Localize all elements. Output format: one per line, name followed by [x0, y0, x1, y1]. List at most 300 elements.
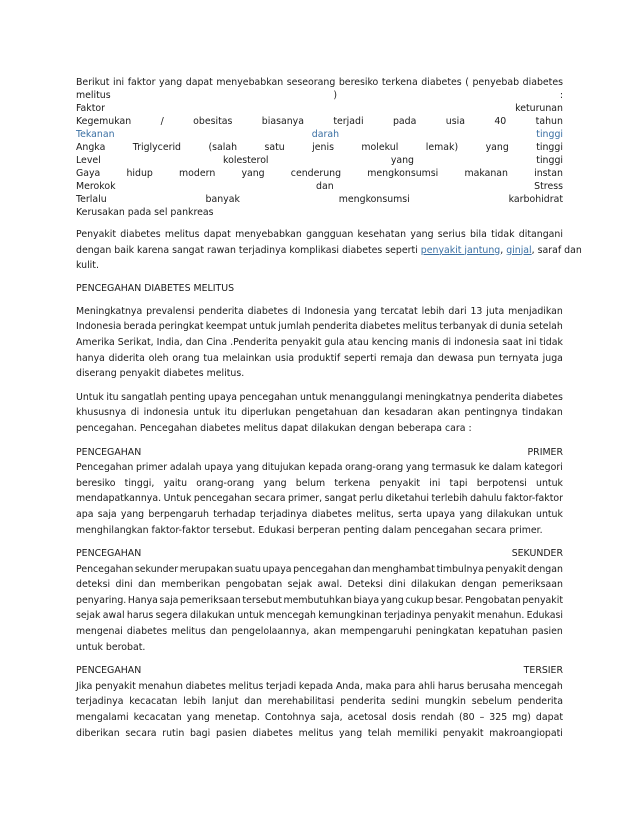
word: termasuk	[431, 462, 477, 474]
word: pada	[392, 116, 417, 127]
subsection-heading-tersier	[76, 663, 563, 679]
word: dan	[316, 181, 334, 192]
word: penting	[169, 391, 206, 403]
text-line	[76, 304, 563, 320]
text-line	[76, 335, 563, 351]
factors-intro-line-2	[76, 89, 563, 102]
word: menjadikan	[508, 305, 563, 317]
section-heading: PENCEGAHAN DIABETES MELITUS	[76, 282, 235, 294]
word: mg)	[512, 712, 531, 724]
word: upaya	[426, 508, 456, 520]
word: tinggi	[536, 142, 563, 153]
factors-intro-line	[76, 76, 563, 89]
word: yang	[186, 712, 210, 724]
word: Triglycerid	[132, 142, 182, 153]
word: di	[442, 336, 452, 348]
word: jenis	[312, 142, 334, 153]
word: penderita	[474, 391, 521, 403]
word: terjadinya	[259, 508, 308, 520]
word: saja	[97, 508, 117, 520]
word: penyakit	[95, 680, 136, 692]
word: yang	[485, 142, 509, 153]
word: sangatlah	[121, 391, 168, 403]
word: Untuk	[76, 391, 104, 403]
word: dewasa	[438, 352, 474, 364]
paragraph-line: diserang penyakit diabetes melitus.	[76, 368, 245, 380]
word: kepatuhan	[478, 626, 528, 638]
word: karbohidrat	[508, 194, 563, 205]
word: penyaring.	[76, 594, 127, 606]
word: ke	[478, 462, 490, 474]
word: yang	[390, 155, 414, 166]
link-ginjal[interactable]: ginjal	[506, 244, 532, 256]
word: PENCEGAHAN	[76, 665, 142, 677]
word: 13	[470, 305, 483, 317]
word: terjadi	[265, 680, 297, 692]
word: rendah	[420, 712, 454, 724]
word: timbulnya	[436, 563, 484, 575]
word: menanggulangi	[329, 391, 403, 403]
word: lebih	[421, 305, 445, 317]
word: memberikan	[161, 579, 221, 591]
word: tidak	[539, 336, 563, 348]
word: kolesterol	[223, 155, 269, 166]
word: lemak)	[425, 142, 459, 153]
word: Deteksi	[347, 579, 384, 591]
word: mengalami	[76, 712, 129, 724]
word: penyakit	[280, 336, 322, 348]
word: ditangani	[518, 229, 563, 240]
paragraph-line: pencegahan. Pencegahan diabetes melitus dapat dilakukan dengan beberapa cara :	[76, 422, 472, 434]
word: manis	[411, 336, 440, 348]
word: India,	[156, 336, 183, 348]
word: makanan	[464, 168, 508, 179]
text-line	[76, 710, 563, 726]
word: sangat	[324, 493, 357, 505]
word: rutin	[162, 727, 185, 739]
word: pencegahan	[293, 563, 352, 575]
word: usia	[275, 352, 295, 364]
word: dan	[244, 696, 262, 708]
word: untuk	[299, 391, 327, 403]
word: penyebab	[472, 77, 520, 88]
word: dini	[388, 579, 406, 591]
word: penderita	[312, 321, 358, 333]
word: (salah	[208, 142, 238, 153]
word: diketahui	[385, 493, 429, 505]
word: diabetes	[126, 626, 168, 638]
word: oleh	[148, 352, 169, 364]
word: maka	[365, 680, 392, 692]
word: kecacatan	[133, 712, 182, 724]
text: ,	[500, 244, 507, 256]
text-line	[76, 167, 563, 180]
word: biaya	[353, 594, 380, 606]
paragraph-prevalence	[76, 304, 563, 382]
word: instan	[534, 168, 563, 179]
word: dan	[362, 407, 380, 419]
factor-lines	[76, 102, 563, 206]
word: jumlah	[278, 321, 311, 333]
word: diperlukan	[241, 407, 291, 419]
word: banyak	[205, 194, 240, 205]
word: yang	[241, 168, 265, 179]
word: dilakukan	[189, 610, 235, 622]
word: berada	[123, 321, 157, 333]
word: dan	[138, 579, 156, 591]
word: atau	[347, 336, 369, 348]
word: Gaya	[76, 168, 101, 179]
factors-list	[76, 76, 563, 219]
word: 40	[494, 116, 507, 127]
word: juta	[486, 305, 505, 317]
word: tidak	[491, 229, 515, 240]
word: primer	[135, 462, 168, 474]
word: :	[559, 90, 563, 101]
paragraph-line	[76, 227, 563, 243]
word: Faktor	[76, 103, 105, 114]
text: dengan baik karena sangat rawan terjadinya komplikasi diabetes seperti	[76, 244, 421, 256]
word: adalah	[169, 462, 202, 474]
word: meningkatnya	[405, 391, 473, 403]
word: mengenai	[76, 626, 123, 638]
text-line	[76, 154, 563, 167]
word: suatu	[234, 563, 261, 575]
word: (80	[458, 712, 475, 724]
word: kesadaran	[384, 407, 433, 419]
word: diabetes	[120, 229, 161, 240]
word: telah	[367, 727, 392, 739]
word: Stress	[534, 181, 563, 192]
link-penyakit-jantung[interactable]: penyakit jantung	[420, 244, 501, 256]
word: Amerika	[76, 336, 115, 348]
word: kepada	[298, 680, 334, 692]
word: gangguan	[306, 229, 354, 240]
word: sedini	[391, 696, 420, 708]
word: diabetes	[252, 727, 293, 739]
word: merupakan	[179, 563, 234, 575]
word: yang	[263, 477, 287, 489]
word: primer,	[287, 493, 323, 505]
word: yang	[159, 77, 183, 88]
word: pentingnya	[464, 407, 518, 419]
word: berusaha	[466, 680, 511, 692]
text-line	[76, 319, 563, 335]
word: diabetes	[247, 305, 288, 317]
word: melitus,	[356, 508, 394, 520]
word: di	[130, 407, 140, 419]
word: saja,	[320, 712, 343, 724]
word: Merokok	[76, 181, 116, 192]
word: tinggi	[536, 129, 563, 140]
word: Kegemukan	[76, 116, 132, 127]
word: diabetes	[522, 391, 563, 403]
word: di	[489, 321, 498, 333]
paragraph-line: menghilangkan faktor-faktor tersebut. Edukasi berperan penting dalam pencegahan secara primer.	[76, 524, 543, 536]
word: diabetes	[185, 680, 226, 692]
word: dan	[185, 336, 204, 348]
word: orang-orang	[345, 462, 404, 474]
word: sejak	[287, 579, 313, 591]
word: melitus	[228, 680, 264, 692]
word: dapat	[203, 229, 231, 240]
word: pasien	[215, 727, 247, 739]
word: melitus	[171, 626, 206, 638]
word: modern	[179, 168, 216, 179]
word: dan	[416, 352, 435, 364]
word: tahun	[535, 116, 563, 127]
word: terbanyak	[439, 321, 488, 333]
word: perlu	[359, 493, 384, 505]
word: upaya	[208, 391, 238, 403]
text-line	[76, 390, 563, 406]
text-line	[76, 593, 563, 609]
word: dini	[115, 579, 133, 591]
word: ternyata	[499, 352, 539, 364]
word: mendapatkannya.	[76, 493, 162, 505]
word: acetosal	[347, 712, 387, 724]
word: lanjut	[211, 696, 239, 708]
paragraph-line: untuk berobat.	[76, 641, 146, 653]
word: penyakit	[433, 610, 475, 622]
word: beresiko	[76, 477, 116, 489]
word: kecacatan	[129, 696, 178, 708]
word: menahun.	[476, 610, 525, 622]
word: 325	[489, 712, 508, 724]
text-line	[76, 694, 563, 710]
word: diberikan	[76, 727, 120, 739]
word: kepada	[308, 462, 343, 474]
word: yang	[235, 462, 260, 474]
word: makroangiopati	[489, 727, 563, 739]
word: yang	[459, 508, 483, 520]
word: kencing	[371, 336, 409, 348]
text-line	[76, 726, 563, 742]
word: dari	[448, 305, 467, 317]
word: keturunan	[515, 103, 563, 114]
word: Hanya	[127, 594, 158, 606]
word: menyebabkan	[235, 229, 302, 240]
text-line	[76, 141, 563, 154]
paragraph-prevention-intro	[76, 390, 563, 437]
word: tercatat	[380, 305, 418, 317]
word: awal.	[317, 579, 343, 591]
text-line	[76, 180, 563, 193]
word: Tekanan	[76, 129, 115, 140]
word: seseorang	[286, 77, 336, 88]
word: lebih	[183, 696, 207, 708]
text-line	[76, 679, 563, 695]
word: penyakit	[442, 727, 484, 739]
text-line	[76, 476, 563, 492]
word: Cina	[206, 336, 228, 348]
word: peningkatan	[415, 626, 475, 638]
word: Jika	[76, 680, 93, 692]
word: diabetes	[311, 508, 352, 520]
word: biasanya	[261, 116, 304, 127]
word: segera	[155, 610, 188, 622]
word: belum	[295, 477, 326, 489]
word: terjadinya	[384, 610, 432, 622]
text-line	[76, 102, 563, 115]
word: besar.	[435, 594, 464, 606]
word: Anda,	[335, 680, 363, 692]
word: dunia	[500, 321, 527, 333]
word: ini	[525, 336, 537, 348]
word: cenderung	[290, 168, 342, 179]
word: juga	[542, 352, 563, 364]
word: melainkan	[222, 352, 272, 364]
section-tersier	[76, 663, 563, 741]
word: tersebut	[242, 594, 282, 606]
word: Indonesia	[304, 305, 350, 317]
word: ini	[112, 77, 125, 88]
word: Terlalu	[76, 194, 107, 205]
word: dapat	[185, 77, 213, 88]
text-line	[76, 577, 563, 593]
word: kesehatan	[357, 229, 407, 240]
word: Pencegahan	[76, 462, 134, 474]
word: obesitas	[193, 116, 233, 127]
word: (	[465, 77, 469, 88]
text-line	[76, 351, 563, 367]
word: tapi	[449, 477, 468, 489]
word: Meningkatnya	[76, 305, 143, 317]
word: Pengobatan	[464, 594, 521, 606]
word: terhadap	[213, 508, 256, 520]
text-line	[76, 193, 563, 206]
word: produktif	[297, 352, 341, 364]
word: mengkonsumsi	[338, 194, 410, 205]
word: tindakan	[522, 407, 563, 419]
word: tinggi	[536, 155, 563, 166]
paragraph-complications	[76, 227, 582, 274]
word: dilakukan	[411, 579, 456, 591]
link-line-tekanan-darah-tinggi[interactable]	[76, 128, 563, 141]
word: Untuk	[163, 493, 192, 505]
word: dan	[209, 626, 228, 638]
word: dapat	[535, 712, 563, 724]
word: untuk	[237, 610, 265, 622]
word: secara	[125, 727, 157, 739]
word: deteksi	[76, 579, 111, 591]
word: darah	[311, 129, 340, 140]
word: pencegahan	[239, 391, 298, 403]
word: beresiko	[338, 77, 379, 88]
factor-last: Kerusakan pada sel pankreas	[76, 207, 214, 218]
word: melitus	[298, 727, 334, 739]
word: Indonesia	[76, 321, 122, 333]
word: para	[394, 680, 416, 692]
word: sejak	[76, 610, 101, 622]
word: awal	[102, 610, 125, 622]
word: berpotensi	[476, 477, 527, 489]
text-line	[76, 608, 563, 624]
word: yang	[120, 508, 145, 520]
word: melitus	[76, 90, 111, 101]
word: –	[479, 712, 485, 724]
word: untuk	[193, 407, 221, 419]
word: diabetes	[359, 321, 401, 333]
word: diderita	[108, 352, 145, 364]
word: pasien	[531, 626, 563, 638]
word: pun	[477, 352, 496, 364]
word: cukup	[405, 594, 434, 606]
word: serta	[398, 508, 422, 520]
word: kategori	[524, 462, 563, 474]
word: Pencegahan	[76, 563, 134, 575]
paragraph-line: kulit.	[76, 260, 99, 272]
word: diabetes	[522, 77, 563, 88]
word: Level	[76, 155, 101, 166]
word: sebelum	[471, 696, 512, 708]
document-body	[76, 76, 582, 741]
word: SEKUNDER	[511, 548, 563, 560]
text-line	[76, 460, 563, 476]
word: upaya	[204, 462, 234, 474]
word: mungkin	[424, 696, 466, 708]
subsection-heading-sekunder	[76, 546, 563, 562]
word: terjadinya	[76, 696, 124, 708]
word: pencegahan	[193, 493, 252, 505]
word: setelah	[528, 321, 563, 333]
word: itu	[224, 407, 237, 419]
word: indonesia	[143, 407, 189, 419]
word: Penyakit	[76, 229, 117, 240]
word: membutuhkan	[283, 594, 352, 606]
word: diabetes	[421, 77, 462, 88]
word: bagi	[189, 727, 211, 739]
word: harus	[437, 680, 465, 692]
word: Edukasi	[526, 610, 563, 622]
word: penderita	[198, 305, 244, 317]
text-line	[76, 405, 563, 421]
word: penyakit	[379, 477, 421, 489]
word: PENCEGAHAN	[76, 446, 142, 458]
word: TERSIER	[523, 665, 563, 677]
word: seperti	[343, 352, 377, 364]
word: Contohnya	[264, 712, 316, 724]
word: mengkonsumsi	[367, 168, 439, 179]
word: pengetahuan	[295, 407, 358, 419]
text-line	[76, 562, 563, 578]
word: yang	[353, 305, 377, 317]
word: peringkat	[158, 321, 204, 333]
word: untuk	[249, 321, 277, 333]
word: harus	[126, 610, 154, 622]
word: Berikut	[76, 77, 110, 88]
word: dilakukan	[486, 508, 532, 520]
word: PENCEGAHAN	[76, 548, 142, 560]
word: melitus	[402, 321, 438, 333]
word: saat	[502, 336, 523, 348]
word: dengan	[461, 579, 497, 591]
word: orang	[172, 352, 200, 364]
word: dengan	[527, 563, 563, 575]
word: .Penderita	[230, 336, 278, 348]
word: khususnya	[76, 407, 127, 419]
word: terlebih	[431, 493, 468, 505]
word: penyakit	[485, 563, 527, 575]
word: akan	[313, 626, 337, 638]
word: di	[291, 305, 301, 317]
word: pengelolaannya,	[231, 626, 310, 638]
word: prevalensi	[146, 305, 195, 317]
word: mempengaruhi	[339, 626, 412, 638]
word: orang-orang	[196, 477, 255, 489]
word: gula	[324, 336, 345, 348]
word: ditujukan	[261, 462, 306, 474]
